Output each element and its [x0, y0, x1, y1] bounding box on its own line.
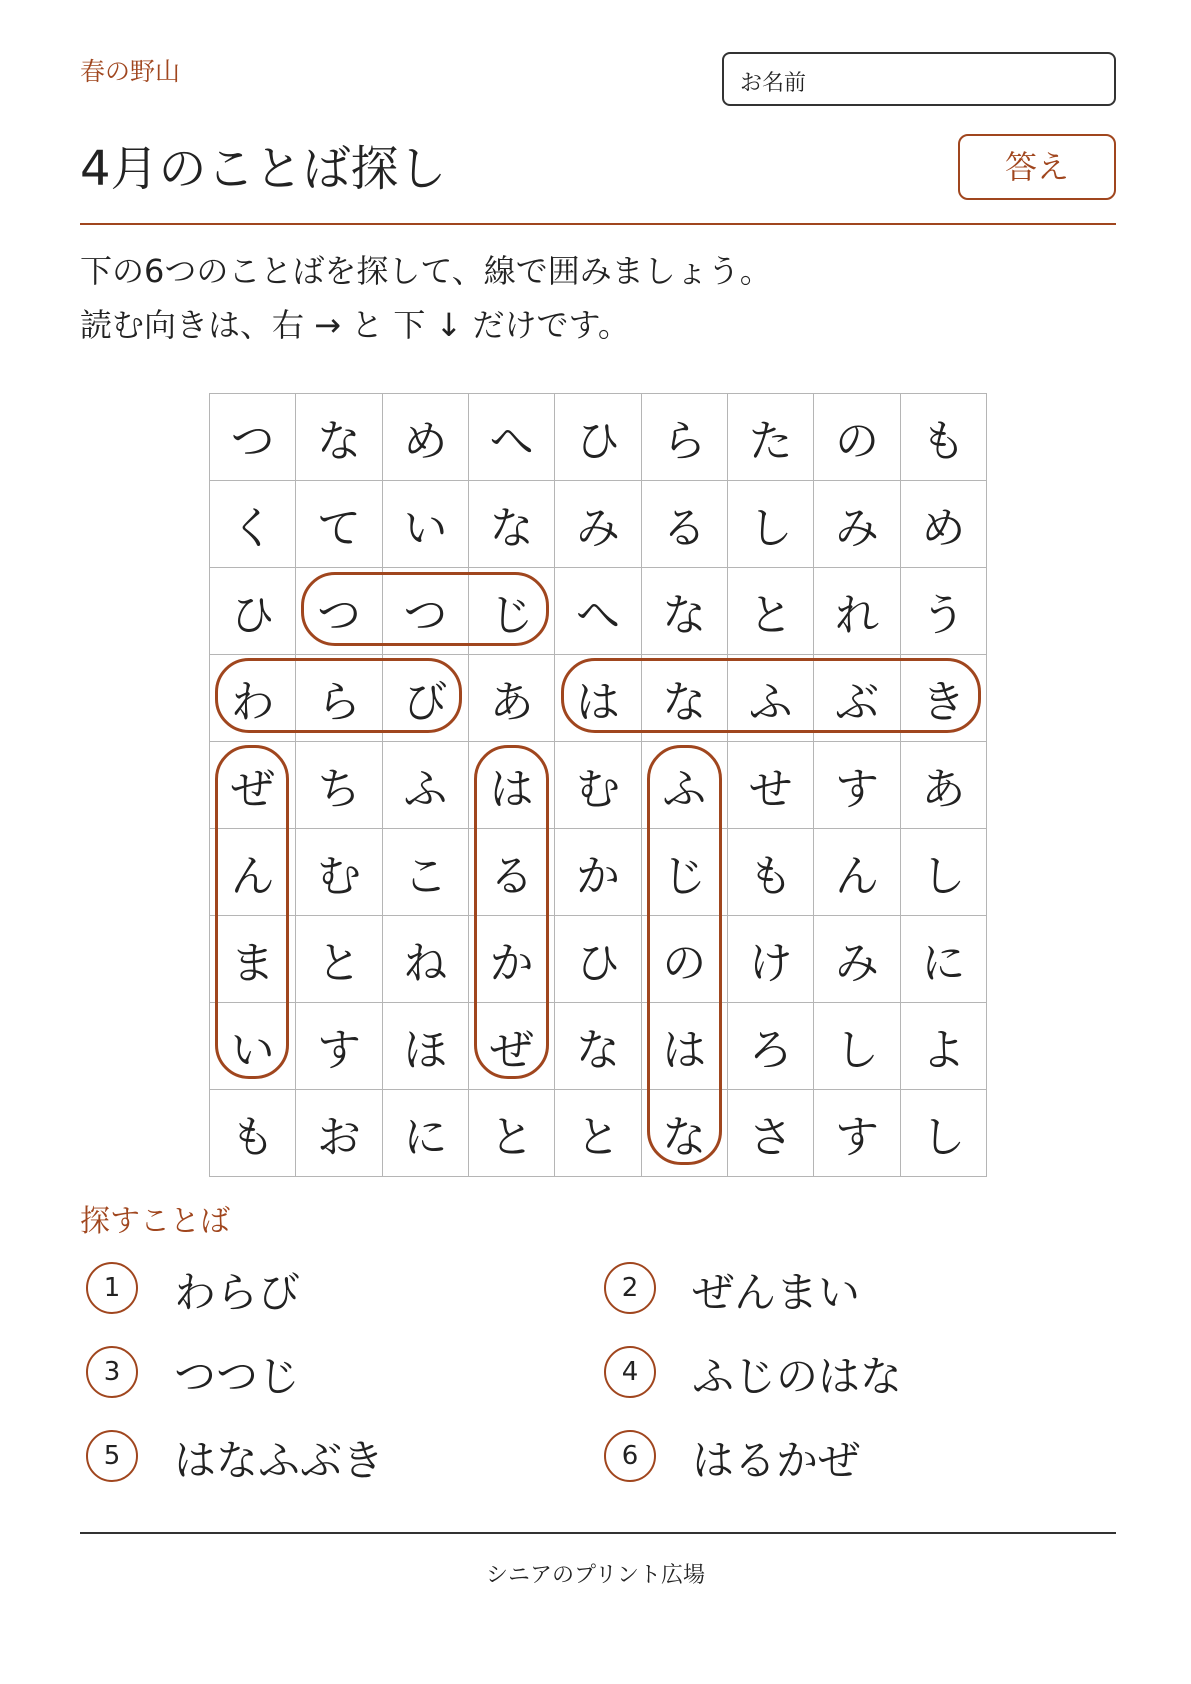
- word-text: ぜんまい: [692, 1268, 861, 1317]
- grid-cell[interactable]: な: [641, 568, 727, 655]
- grid-cell[interactable]: も: [210, 1090, 296, 1177]
- grid-cell[interactable]: て: [296, 481, 382, 568]
- grid-cell[interactable]: さ: [727, 1090, 813, 1177]
- grid-cell[interactable]: ち: [296, 742, 382, 829]
- grid-cell[interactable]: つ: [210, 394, 296, 481]
- grid-cell[interactable]: た: [727, 394, 813, 481]
- grid-cell[interactable]: み: [814, 481, 900, 568]
- grid-row: [210, 655, 987, 742]
- words-heading: 探すことば: [80, 1204, 230, 1239]
- grid-cell[interactable]: に: [900, 916, 986, 1003]
- grid-cell[interactable]: す: [814, 1090, 900, 1177]
- grid-cell[interactable]: あ: [468, 655, 554, 742]
- grid-cell[interactable]: う: [900, 568, 986, 655]
- word-number: 2: [604, 1262, 656, 1314]
- instruction-line-1: 下の6つのことばを探して、線で囲みましょう。: [80, 252, 772, 290]
- grid-cell[interactable]: は: [468, 742, 554, 829]
- grid-cell[interactable]: こ: [382, 829, 468, 916]
- word-number: 4: [604, 1346, 656, 1398]
- grid-cell[interactable]: み: [555, 481, 641, 568]
- grid-cell[interactable]: ほ: [382, 1003, 468, 1090]
- grid-cell[interactable]: ひ: [210, 568, 296, 655]
- grid-cell[interactable]: と: [468, 1090, 554, 1177]
- page-title: 4月のことば探し: [80, 141, 447, 197]
- grid-cell[interactable]: じ: [468, 568, 554, 655]
- word-number: 6: [604, 1430, 656, 1482]
- grid-cell[interactable]: と: [296, 916, 382, 1003]
- grid-cell[interactable]: と: [555, 1090, 641, 1177]
- grid-cell[interactable]: な: [296, 394, 382, 481]
- grid-row: [210, 829, 987, 916]
- grid-cell[interactable]: ん: [210, 829, 296, 916]
- answer-button[interactable]: 答え: [958, 134, 1116, 200]
- grid-cell[interactable]: ぜ: [468, 1003, 554, 1090]
- grid-cell[interactable]: つ: [296, 568, 382, 655]
- grid-cell[interactable]: つ: [382, 568, 468, 655]
- grid-row: [210, 1003, 987, 1090]
- grid-cell[interactable]: る: [468, 829, 554, 916]
- grid-cell[interactable]: ろ: [727, 1003, 813, 1090]
- grid-cell[interactable]: ら: [641, 394, 727, 481]
- grid-cell[interactable]: み: [814, 916, 900, 1003]
- grid-cell[interactable]: も: [900, 394, 986, 481]
- grid-cell[interactable]: け: [727, 916, 813, 1003]
- grid-cell[interactable]: の: [814, 394, 900, 481]
- grid-row: [210, 481, 987, 568]
- word-number: 1: [86, 1262, 138, 1314]
- grid-cell[interactable]: ぶ: [814, 655, 900, 742]
- word-text: はるかぜ: [692, 1436, 861, 1485]
- word-search-grid: [209, 393, 987, 1171]
- grid-cell[interactable]: も: [727, 829, 813, 916]
- grid-cell[interactable]: ら: [296, 655, 382, 742]
- word-text: わらび: [174, 1268, 301, 1317]
- grid-cell[interactable]: よ: [900, 1003, 986, 1090]
- grid-cell[interactable]: し: [814, 1003, 900, 1090]
- grid-cell[interactable]: ふ: [382, 742, 468, 829]
- word-text: つつじ: [174, 1352, 301, 1401]
- grid-cell[interactable]: ぜ: [210, 742, 296, 829]
- header-divider: [80, 223, 1116, 225]
- grid-cell[interactable]: し: [900, 829, 986, 916]
- grid-row: [210, 1090, 987, 1177]
- grid-cell[interactable]: な: [641, 655, 727, 742]
- grid-cell[interactable]: ひ: [555, 916, 641, 1003]
- word-number: 3: [86, 1346, 138, 1398]
- grid-cell[interactable]: い: [210, 1003, 296, 1090]
- grid-cell[interactable]: く: [210, 481, 296, 568]
- grid-cell[interactable]: ね: [382, 916, 468, 1003]
- grid-cell[interactable]: ひ: [555, 394, 641, 481]
- grid-cell[interactable]: め: [900, 481, 986, 568]
- word-number: 5: [86, 1430, 138, 1482]
- grid-cell[interactable]: き: [900, 655, 986, 742]
- grid-cell[interactable]: ふ: [641, 742, 727, 829]
- word-text: はなふぶき: [174, 1436, 385, 1485]
- grid-cell[interactable]: な: [555, 1003, 641, 1090]
- grid-cell[interactable]: ふ: [727, 655, 813, 742]
- grid-cell[interactable]: め: [382, 394, 468, 481]
- series-label: 春の野山: [80, 57, 181, 86]
- name-field[interactable]: お名前: [722, 52, 1116, 106]
- footer-credit: シニアのプリント広場: [485, 1563, 706, 1588]
- grid-cell[interactable]: む: [296, 829, 382, 916]
- grid-cell[interactable]: と: [727, 568, 813, 655]
- grid-cell[interactable]: し: [900, 1090, 986, 1177]
- grid-cell[interactable]: る: [641, 481, 727, 568]
- grid-cell[interactable]: ん: [814, 829, 900, 916]
- grid-cell[interactable]: わ: [210, 655, 296, 742]
- grid-cell[interactable]: す: [814, 742, 900, 829]
- grid-cell[interactable]: か: [555, 829, 641, 916]
- letter-grid: [209, 393, 987, 1177]
- grid-cell[interactable]: あ: [900, 742, 986, 829]
- grid-cell[interactable]: か: [468, 916, 554, 1003]
- grid-cell[interactable]: は: [555, 655, 641, 742]
- grid-row: [210, 394, 987, 481]
- grid-cell[interactable]: は: [641, 1003, 727, 1090]
- word-text: ふじのはな: [692, 1352, 903, 1401]
- footer-divider: [80, 1532, 1116, 1534]
- instruction-line-2: 読む向きは、右 → と 下 ↓ だけです。: [80, 306, 630, 344]
- grid-cell[interactable]: し: [727, 481, 813, 568]
- grid-cell[interactable]: ま: [210, 916, 296, 1003]
- grid-cell[interactable]: な: [468, 481, 554, 568]
- grid-cell[interactable]: む: [555, 742, 641, 829]
- grid-cell[interactable]: お: [296, 1090, 382, 1177]
- grid-cell[interactable]: へ: [468, 394, 554, 481]
- grid-row: [210, 742, 987, 829]
- grid-cell[interactable]: い: [382, 481, 468, 568]
- grid-cell[interactable]: び: [382, 655, 468, 742]
- grid-cell[interactable]: れ: [814, 568, 900, 655]
- grid-row: [210, 568, 987, 655]
- grid-cell[interactable]: に: [382, 1090, 468, 1177]
- grid-cell[interactable]: な: [641, 1090, 727, 1177]
- grid-cell[interactable]: す: [296, 1003, 382, 1090]
- grid-cell[interactable]: せ: [727, 742, 813, 829]
- grid-cell[interactable]: へ: [555, 568, 641, 655]
- grid-cell[interactable]: の: [641, 916, 727, 1003]
- grid-cell[interactable]: じ: [641, 829, 727, 916]
- grid-row: [210, 916, 987, 1003]
